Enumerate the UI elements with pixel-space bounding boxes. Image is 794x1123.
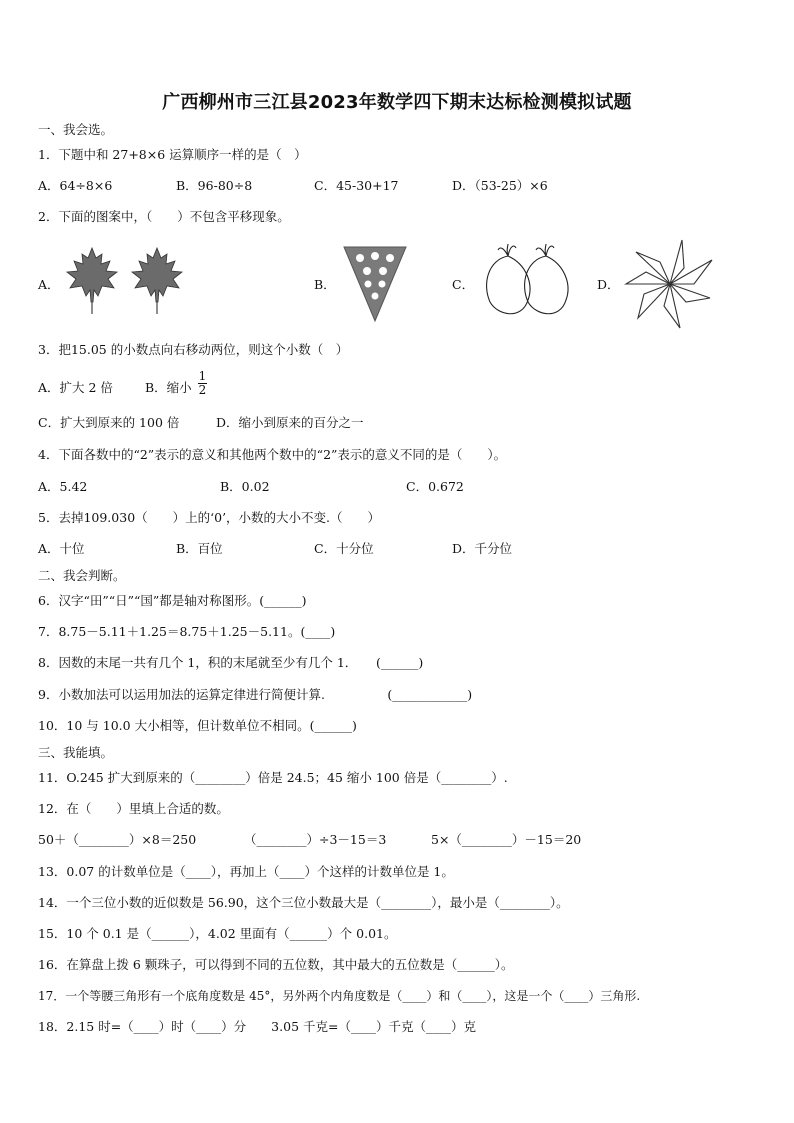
q3-option-b xyxy=(145,369,207,397)
q4-option-b: B．0.02 xyxy=(220,479,270,494)
q5-option-a: A．十位 xyxy=(38,541,85,556)
q3-option-c: C．扩大到原来的 100 倍 xyxy=(38,415,180,430)
question-15: 15．10 个 0.1 是（______），4.02 里面有（______）个 0.01。 xyxy=(38,926,397,941)
fraction-denominator: 2 xyxy=(198,383,207,397)
question-12: 12．在（ ）里填上合适的数。 xyxy=(38,801,229,816)
pinwheel-icon xyxy=(624,238,716,330)
q1-option-b: B．96-80÷8 xyxy=(176,178,253,193)
q3-fraction xyxy=(198,370,208,397)
section-heading-1: 一、我会选。 xyxy=(38,122,114,137)
q2-label-b: B． xyxy=(314,277,336,292)
q2-label-a: A． xyxy=(38,277,60,292)
fraction-numerator: 1 xyxy=(198,369,207,383)
q5-option-d: D．千分位 xyxy=(452,541,513,556)
question-3: 3．把15.05 的小数点向右移动两位，则这个小数（ ） xyxy=(38,342,349,357)
question-13: 13．0.07 的计数单位是（____），再加上（____）个这样的计数单位是 1。 xyxy=(38,864,454,879)
q3-option-b-text: B．缩小 xyxy=(145,380,192,395)
question-6: 6．汉字“田”“日”“国”都是轴对称图形。(______) xyxy=(38,593,307,608)
q4-option-a: A．5.42 xyxy=(38,479,88,494)
question-11: 11．O.245 扩大到原来的（________）倍是 24.5；45 缩小 100 倍是（________）. xyxy=(38,770,508,785)
q4-option-c: C．0.672 xyxy=(406,479,464,494)
q2-label-c: C． xyxy=(452,277,475,292)
q5-option-b: B．百位 xyxy=(176,541,223,556)
q1-option-c: C．45-30+17 xyxy=(314,178,399,193)
question-10: 10．10 与 10.0 大小相等，但计数单位不相同。(______) xyxy=(38,718,357,733)
question-16: 16．在算盘上拨 6 颗珠子，可以得到不同的五位数，其中最大的五位数是（______）。 xyxy=(38,957,514,972)
question-9: 9．小数加法可以运用加法的运算定律进行简便计算. (____________) xyxy=(38,687,473,702)
q5-option-c: C．十分位 xyxy=(314,541,374,556)
page-title: 广西柳州市三江县2023年数学四下期末达标检测模拟试题 xyxy=(162,92,632,113)
q2-label-d: D． xyxy=(597,277,620,292)
snowflake-triangle-icon xyxy=(340,244,410,324)
heart-fish-icon xyxy=(478,240,588,322)
question-14: 14．一个三位小数的近似数是 56.90，这个三位小数最大是（________），最小是（________）。 xyxy=(38,895,569,910)
maple-leaf-icon xyxy=(62,244,192,318)
q12-equation-1: 50＋（________）×8＝250 xyxy=(38,832,197,847)
q12-equation-2: （________）÷3－15＝3 xyxy=(244,832,387,847)
q3-option-d: D．缩小到原来的百分之一 xyxy=(216,415,364,430)
question-5: 5．去掉109.030（ ）上的‘0’，小数的大小不变.（ ） xyxy=(38,510,381,525)
question-1: 1．下题中和 27+8×6 运算顺序一样的是（ ） xyxy=(38,147,307,162)
section-heading-3: 三、我能填。 xyxy=(38,745,114,760)
question-18: 18．2.15 时=（____）时（____）分 3.05 千克=（____）千克（____）克 xyxy=(38,1019,476,1034)
section-heading-2: 二、我会判断。 xyxy=(38,568,126,583)
q3-option-a: A．扩大 2 倍 xyxy=(38,380,113,395)
question-4: 4．下面各数中的“2”表示的意义和其他两个数中的“2”表示的意义不同的是（ ）。 xyxy=(38,447,507,462)
q1-option-d: D．（53-25）×6 xyxy=(452,178,548,193)
question-17: 17．一个等腰三角形有一个底角度数是 45°，另外两个内角度数是（____）和（____），这是一个（____）三角形. xyxy=(38,989,641,1003)
question-2: 2．下面的图案中，（ ）不包含平移现象。 xyxy=(38,209,290,224)
question-7: 7．8.75－5.11＋1.25＝8.75＋1.25－5.11。(____) xyxy=(38,624,336,639)
q12-equation-3: 5×（________）－15＝20 xyxy=(431,832,582,847)
question-8: 8．因数的末尾一共有几个 1，积的末尾就至少有几个 1． (______) xyxy=(38,655,424,670)
q1-option-a: A．64÷8×6 xyxy=(38,178,113,193)
